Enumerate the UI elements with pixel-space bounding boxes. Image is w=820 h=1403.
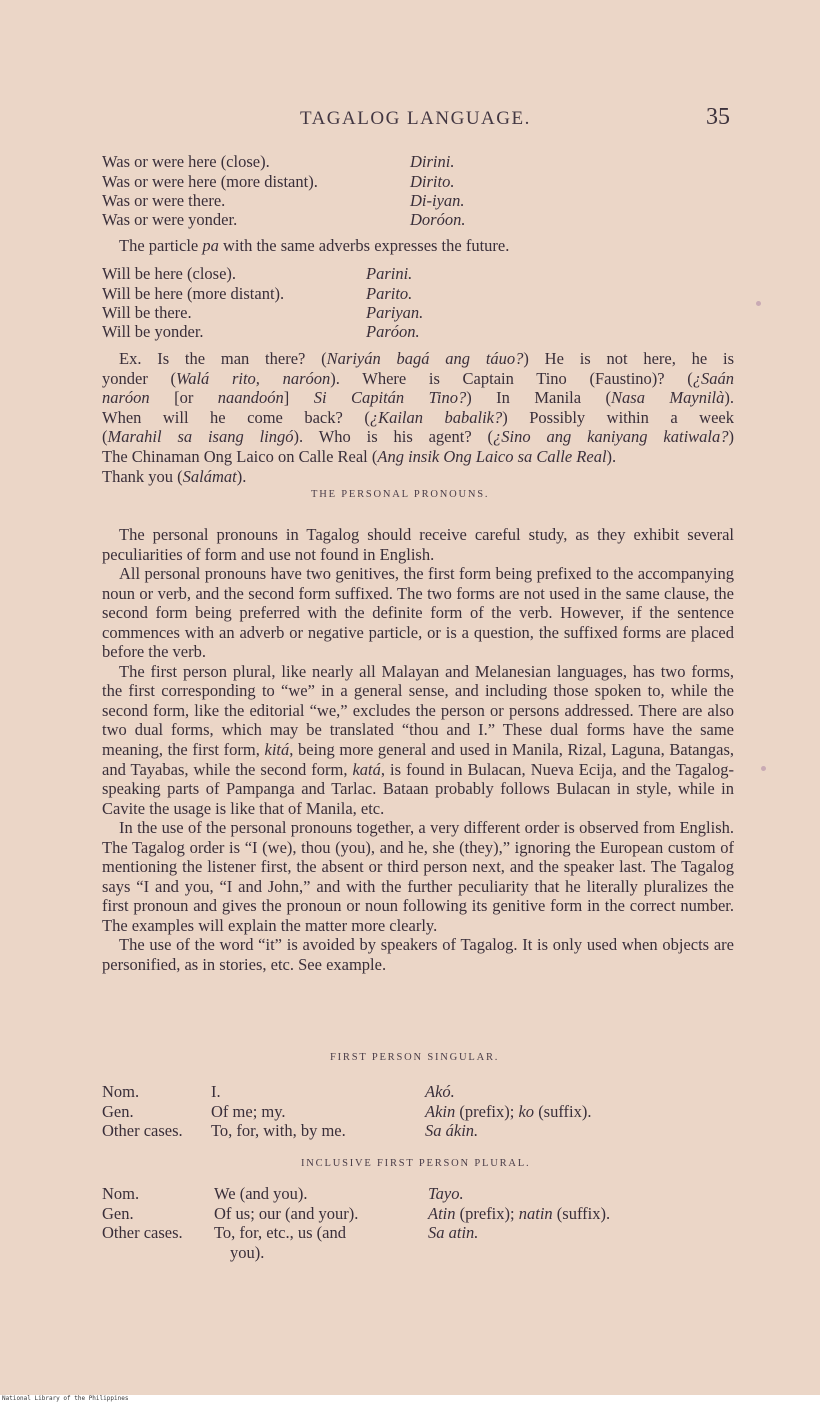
text-run: [or [149, 388, 218, 408]
particle-note [119, 236, 509, 256]
case-label: Gen. [102, 1101, 134, 1121]
table-row-tagalog: Di-iyan. [410, 191, 465, 210]
text-run: Akin [425, 1101, 456, 1121]
tagalog-form [425, 1102, 592, 1122]
text-run: ). Where is Captain Tino (Faustino)? ( [330, 368, 693, 388]
personal-pronouns-text [102, 525, 734, 975]
text-run: ). [236, 466, 247, 486]
text-run: ¿Saán [692, 368, 735, 388]
text-run: ) He is not here, he is [523, 349, 735, 368]
text-run: ] [283, 388, 314, 408]
english-gloss: you). [230, 1242, 265, 1262]
section-heading: THE PERSONAL PRONOUNS. [311, 489, 490, 500]
paragraph [102, 564, 734, 662]
text-run: Salámat [182, 466, 237, 486]
text-run: naandoón [217, 388, 284, 408]
paper-speck [756, 301, 761, 306]
text-run: (prefix); [455, 1203, 519, 1223]
english-gloss: We (and you). [214, 1184, 308, 1203]
paragraph [102, 935, 734, 974]
table-row-english: Will be yonder. [102, 322, 204, 341]
text-run: ). [606, 446, 617, 466]
text-run: , being more general and used in Manila, Rizal, Laguna, Batangas, and Tayabas, while the second form, [102, 740, 734, 779]
text-run: ) Possibly within a week [502, 407, 734, 427]
table-row-tagalog: Parini. [366, 264, 413, 283]
table-row-english: Was or were yonder. [102, 210, 238, 229]
text-run: The first person plural, like nearly all Malayan and Melanesian languages, has two forms, the first corresponding to “we” in a general sense, and including those spoken to, while the second form, like the editorial “we,” excludes the person or persons addressed. There are also two dual forms, which may be translated “thou and I.” These dual forms have the same meaning, the first form, [102, 661, 734, 760]
text-run: Ang insik Ong Laico sa Calle Real [377, 446, 607, 466]
text-run: The personal pronouns in Tagalog should receive careful study, as they exhibit several peculiarities of form and use not found in English. [102, 525, 734, 564]
case-label: Nom. [102, 1184, 140, 1203]
english-gloss: Of me; my. [211, 1101, 286, 1121]
text-run: ¿Sino ang kaniyang katiwala? [493, 427, 729, 447]
section-heading: INCLUSIVE FIRST PERSON PLURAL. [301, 1158, 531, 1169]
text-run: (suffix). [534, 1101, 592, 1121]
paper-speck [761, 766, 766, 771]
paragraph-line [102, 349, 734, 369]
table-row-english: Will be here (close). [102, 264, 237, 283]
table-row-english: Was or were here (close). [102, 152, 270, 171]
examples-paragraph [102, 349, 734, 486]
text-run: The use of the word “it” is avoided by speakers of Tagalog. It is only used when objects are personified, as in stories, etc. See example. [102, 935, 734, 975]
text-run: Ex. Is the man there? ( [119, 349, 327, 368]
table-row-tagalog: Dirini. [410, 152, 455, 171]
text-run: Si Capitán Tino? [313, 388, 467, 408]
paragraph [102, 818, 734, 935]
paragraph-line [102, 408, 734, 428]
text-run: , is found in Bulacan, Nueva Ecija, and the Tagalog-speaking parts of Pampanga and Tarlac. Bataan probably follows Bulacan in style, while in Cavite the usage is like that of Manila, etc. [102, 759, 734, 818]
text-run: yonder ( [102, 368, 176, 388]
paragraph-line [102, 447, 734, 467]
paragraph-line [102, 388, 734, 408]
text-run: natin [518, 1203, 553, 1223]
english-gloss: To, for, etc., us (and [214, 1223, 346, 1242]
text-run: ) In Manila ( [466, 388, 612, 408]
text-run: Nariyán bagá ang táuo? [326, 349, 524, 368]
case-label: Other cases. [102, 1223, 183, 1242]
case-label: Gen. [102, 1203, 134, 1223]
paragraph-line [102, 369, 734, 389]
paragraph-line [102, 427, 734, 447]
text-run: (suffix). [552, 1203, 611, 1223]
tagalog-form [428, 1184, 464, 1204]
text-run: Marahil sa isang lingó [107, 427, 294, 447]
text-run: ). Who is his agent? ( [293, 427, 494, 447]
table-row-english: Will be there. [102, 303, 192, 322]
case-label: Other cases. [102, 1121, 183, 1140]
table-row-tagalog: Dirito. [410, 172, 455, 191]
paragraph [102, 662, 734, 818]
tagalog-form [425, 1082, 455, 1102]
text-run: Thank you ( [102, 466, 183, 486]
paragraph-line [102, 467, 734, 487]
text-run: katá [352, 759, 381, 779]
tagalog-form [428, 1204, 610, 1224]
text-run: ) [728, 427, 734, 447]
text-run: ( [102, 427, 108, 447]
table-row-tagalog: Parito. [366, 284, 413, 303]
text-run: naróon [102, 388, 150, 408]
text-run: The Chinaman Ong Laico on Calle Real ( [102, 446, 378, 466]
english-gloss: I. [211, 1082, 221, 1101]
table-row-tagalog: Pariyan. [366, 303, 424, 322]
table-row-english: Will be here (more distant). [102, 284, 285, 303]
text-run: When will he come back? ( [102, 407, 370, 427]
text-run: Sa atin. [428, 1223, 479, 1242]
page-number: 35 [706, 104, 730, 130]
text-run: kitá [264, 740, 290, 760]
particle-note-text: The particle [119, 236, 203, 255]
table-row-tagalog: Doróon. [410, 210, 466, 229]
text-run: All personal pronouns have two genitives, the first form being prefixed to the accompanying noun or verb, and the second form suffixed. The two forms are not used in the same clause, the second form being preferred with the definite form of the verb. However, if the sentence commences with an adverb or negative particle, or is a question, the suffixed forms are placed before the verb. [102, 564, 734, 662]
case-label: Nom. [102, 1082, 140, 1101]
text-run: Walá rito, naróon [175, 368, 331, 388]
tagalog-form [425, 1121, 478, 1141]
text-run: In the use of the personal pronouns together, a very different order is observed from English. The Tagalog order is “I (we), thou (you), and he, she (they),” ignoring the European custom of mentioning the listener first, the absent or third person next, and the speaker last. The Tagalog says “I and you, “I and John,” and with the further peculiarity that he literally pluralizes the first pronoun and gives the pronoun or noun following its genitive form in the correct number. The examples will explain the matter more clearly. [102, 818, 734, 935]
text-run: (prefix); [455, 1101, 519, 1121]
text-run: ko [518, 1101, 535, 1121]
tagalog-form [428, 1223, 478, 1243]
scan-credit: National Library of the Philippines [2, 1395, 129, 1402]
particle-note-text: with the same adverbs expresses the future. [218, 236, 510, 255]
text-run: ¿Kailan babalik? [369, 407, 503, 427]
section-heading: FIRST PERSON SINGULAR. [330, 1052, 500, 1063]
text-run: Atin [428, 1203, 456, 1223]
text-run: ). [724, 388, 734, 408]
text-run: Tayo. [428, 1184, 464, 1203]
particle-word: pa [202, 236, 219, 255]
paragraph [102, 525, 734, 564]
english-gloss: Of us; our (and your). [214, 1203, 359, 1223]
text-run: Nasa Maynilà [611, 388, 725, 408]
table-row-tagalog: Paróon. [366, 322, 420, 341]
english-gloss: To, for, with, by me. [211, 1121, 346, 1140]
running-head: TAGALOG LANGUAGE. [300, 108, 531, 129]
text-run: Sa ákin. [425, 1121, 479, 1140]
text-run: Akó. [425, 1082, 455, 1101]
table-row-english: Was or were here (more distant). [102, 172, 318, 191]
table-row-english: Was or were there. [102, 191, 226, 210]
